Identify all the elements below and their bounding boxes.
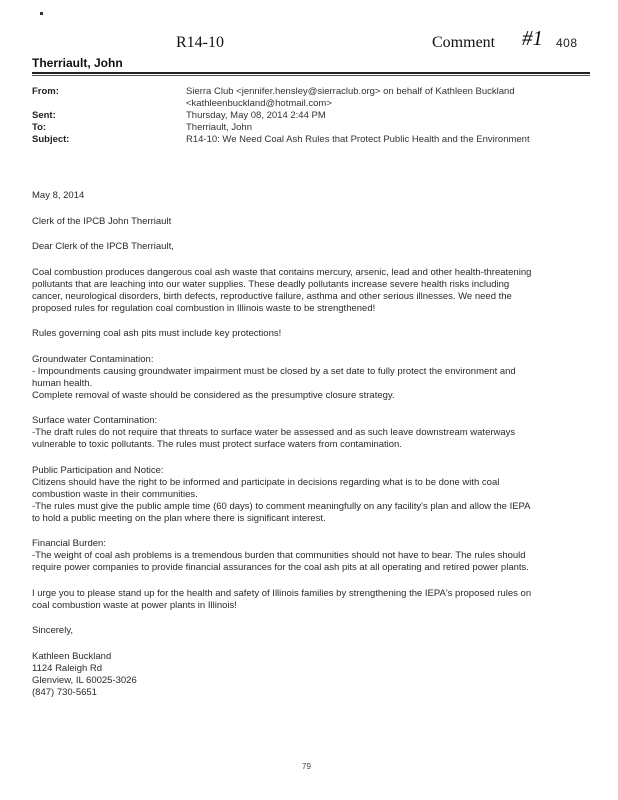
section-heading: Public Participation and Notice: bbox=[32, 464, 164, 476]
handwritten-comment-number: #1 bbox=[522, 26, 543, 50]
signature-block bbox=[32, 651, 588, 699]
text-line: -The weight of coal ash problems is a tremendous burden that communities should not have to bear. The rules should bbox=[32, 550, 526, 561]
signer-city: Glenview, IL 60025-3026 bbox=[32, 674, 137, 686]
signer-name: Kathleen Buckland bbox=[32, 650, 112, 662]
text-line: combustion waste in their communities. bbox=[32, 488, 198, 500]
subject-value: R14-10: We Need Coal Ash Rules that Protect Public Health and the Environment bbox=[186, 134, 530, 145]
sent-row bbox=[32, 110, 586, 122]
intro-paragraph bbox=[32, 267, 588, 315]
text-line: -The rules must give the public ample time (60 days) to comment meaningfully on any facility's plan and allow the IEPA bbox=[32, 500, 531, 512]
letter-body bbox=[32, 190, 588, 712]
from-row bbox=[32, 86, 586, 110]
recipient-name: Therriault, John bbox=[32, 56, 123, 70]
text-line: Complete removal of waste should be considered as the presumptive closure strategy. bbox=[32, 389, 395, 401]
text-line: pollutants that are leaching into our water supplies. These deadly pollutants increase severe health risks including bbox=[32, 278, 510, 290]
closing-paragraph bbox=[32, 588, 588, 612]
signer-phone: (847) 730-5651 bbox=[32, 686, 97, 698]
page-number: 79 bbox=[302, 762, 311, 771]
subject-label: Subject: bbox=[32, 134, 70, 145]
to-row bbox=[32, 122, 586, 134]
text-line: vulnerable to toxic pollutants. The rules must protect surface waters from contamination. bbox=[32, 439, 402, 450]
text-line: cancer, neurological disorders, birth defects, reproductive failure, asthma and other serious illnesses. We need the bbox=[32, 290, 512, 302]
sequence-number: 408 bbox=[556, 36, 578, 50]
header-rule bbox=[32, 72, 590, 74]
text-line: human health. bbox=[32, 377, 93, 389]
from-line: Sierra Club <jennifer.hensley@sierraclub.org> on behalf of Kathleen Buckland bbox=[186, 86, 515, 97]
to-label: To: bbox=[32, 122, 47, 133]
letter-addressee: Clerk of the IPCB John Therriault bbox=[32, 215, 172, 227]
section-heading: Groundwater Contamination: bbox=[32, 353, 154, 365]
from-label: From: bbox=[32, 86, 59, 97]
letter-date: May 8, 2014 bbox=[32, 190, 85, 201]
financial-burden-section bbox=[32, 538, 588, 574]
to-value: Therriault, John bbox=[186, 122, 253, 133]
text-line: Coal combustion produces dangerous coal ash waste that contains mercury, arsenic, lead and other health-threatening bbox=[32, 266, 532, 278]
email-header bbox=[32, 86, 586, 146]
groundwater-section bbox=[32, 354, 588, 402]
signer-street: 1124 Raleigh Rd bbox=[32, 662, 103, 674]
from-line: <kathleenbuckland@hotmail.com> bbox=[186, 98, 332, 109]
subject-row bbox=[32, 134, 586, 146]
section-heading: Financial Burden: bbox=[32, 538, 106, 549]
text-line: - Impoundments causing groundwater impairment must be closed by a set date to fully protect the environment and bbox=[32, 365, 516, 377]
public-participation-section bbox=[32, 465, 588, 525]
from-value bbox=[186, 86, 586, 110]
signoff: Sincerely, bbox=[32, 625, 74, 636]
scan-speck bbox=[40, 12, 43, 15]
section-heading: Surface water Contamination: bbox=[32, 415, 158, 426]
text-line: proposed rules for regulation coal combustion in Illinois waste to be strengthened! bbox=[32, 302, 376, 314]
letter-greeting: Dear Clerk of the IPCB Therriault, bbox=[32, 241, 174, 252]
text-line: coal combustion waste at power plants in Illinois! bbox=[32, 599, 237, 611]
docket-number: R14-10 bbox=[176, 34, 224, 51]
text-line: I urge you to please stand up for the health and safety of Illinois families by strengthening the IEPA's proposed rules on bbox=[32, 587, 532, 599]
sent-label: Sent: bbox=[32, 110, 56, 121]
text-line: -The draft rules do not require that threats to surface water be assessed and as such leave downstream waterways bbox=[32, 427, 516, 438]
sent-value: Thursday, May 08, 2014 2:44 PM bbox=[186, 110, 326, 121]
surface-water-section bbox=[32, 415, 588, 451]
comment-label: Comment bbox=[432, 34, 496, 51]
text-line: require power companies to provide financial assurances for the coal ash pits at all operating and retired power plants. bbox=[32, 562, 529, 573]
text-line: to hold a public meeting on the plan where there is significant interest. bbox=[32, 512, 326, 524]
rules-paragraph: Rules governing coal ash pits must include key protections! bbox=[32, 328, 282, 339]
header-rule-thin bbox=[32, 75, 590, 76]
text-line: Citizens should have the right to be informed and participate in decisions regarding what is to be done with coal bbox=[32, 476, 500, 488]
